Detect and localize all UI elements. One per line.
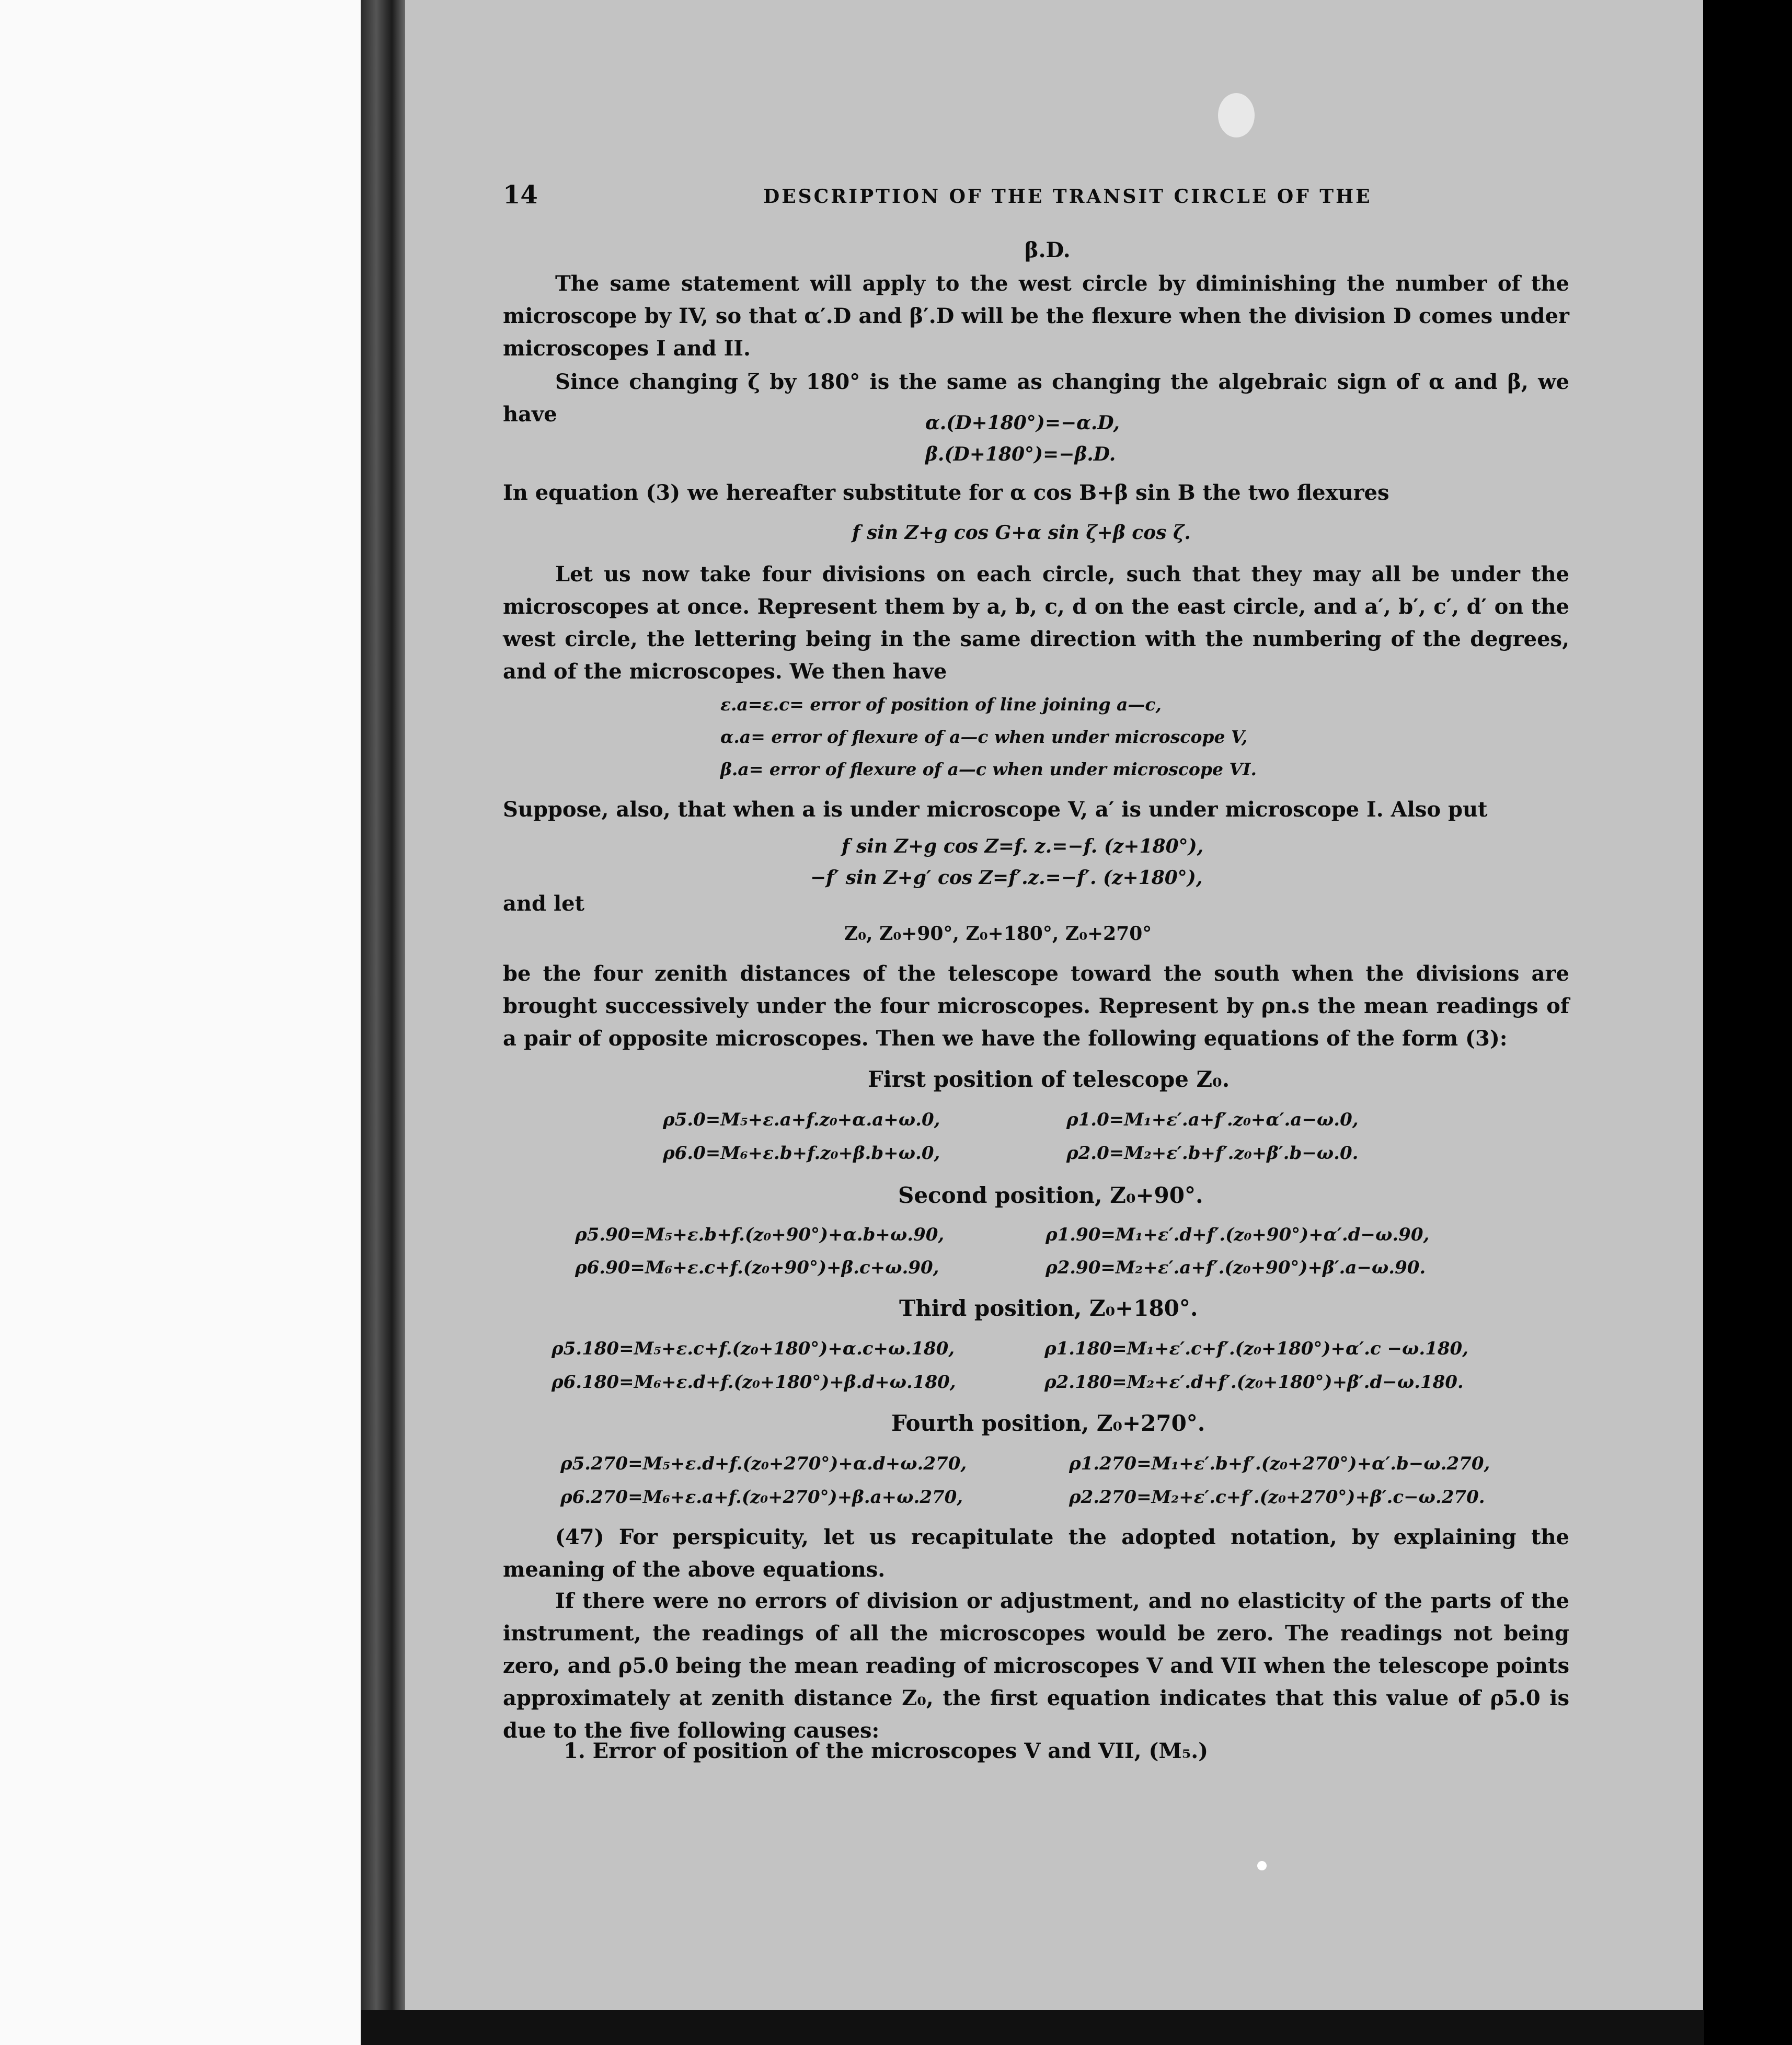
pos2-right-row2: ρ2.90=M₂+ε′.a+f′.(z₀+90°)+β′.a−ω.90.: [1046, 1257, 1426, 1278]
definition-beta: β.a= error of flexure of a—c when under microscope VI.: [720, 759, 1257, 779]
equation-alpha: α.(D+180°)=−α.D,: [925, 412, 1120, 434]
paragraph-equation-3: In equation (3) we hereafter substitute for α cos B+β sin B the two flexures: [503, 480, 1389, 505]
pos4-left-row1: ρ5.270=M₅+ε.d+f.(z₀+270°)+α.d+ω.270,: [560, 1453, 967, 1474]
pos3-right-row2: ρ2.180=M₂+ε′.d+f′.(z₀+180°)+β′.d−ω.180.: [1044, 1372, 1464, 1393]
paragraph-west-circle: The same statement will apply to the west circle by diminishing the number of the microscope by IV, so that α′.D and β′.D will be the flexure when the division D comes under microscopes I and II.: [503, 271, 1569, 361]
second-position-title: Second position, Z₀+90°.: [898, 1182, 1203, 1208]
paragraph-perspicuity: (47) For perspicuity, let us recapitulate the adopted notation, by explaining the meaning of the above equations.: [503, 1525, 1569, 1582]
pos4-left-row2: ρ6.270=M₆+ε.a+f.(z₀+270°)+β.a+ω.270,: [560, 1487, 963, 1508]
third-position-title: Third position, Z₀+180°.: [899, 1295, 1198, 1321]
equation-beta: β.(D+180°)=−β.D.: [925, 443, 1116, 465]
pos3-left-row2: ρ6.180=M₆+ε.d+f.(z₀+180°)+β.d+ω.180,: [552, 1372, 956, 1393]
pos1-left-row2: ρ6.0=M₆+ε.b+f.z₀+β.b+ω.0,: [663, 1143, 940, 1164]
beta-d-label: β.D.: [1025, 238, 1071, 262]
pos3-left-row1: ρ5.180=M₅+ε.c+f.(z₀+180°)+α.c+ω.180,: [552, 1338, 955, 1359]
pos2-left-row2: ρ6.90=M₆+ε.c+f.(z₀+90°)+β.c+ω.90,: [575, 1257, 939, 1278]
pos1-right-row1: ρ1.0=M₁+ε′.a+f′.z₀+α′.a−ω.0,: [1066, 1109, 1359, 1130]
pos4-right-row1: ρ1.270=M₁+ε′.b+f′.(z₀+270°)+α′.b−ω.270,: [1069, 1453, 1490, 1474]
paper-blemish: [1218, 93, 1255, 137]
list-item-1: 1. Error of position of the microscopes V and VII, (M₅.): [564, 1739, 1209, 1763]
page-number: 14: [503, 180, 538, 210]
pos1-left-row1: ρ5.0=M₅+ε.a+f.z₀+α.a+ω.0,: [663, 1109, 940, 1130]
first-position-title: First position of telescope Z₀.: [868, 1066, 1230, 1092]
definition-epsilon: ε.a=ε.c= error of position of line joining a—c,: [720, 694, 1162, 715]
zenith-distances: Z₀, Z₀+90°, Z₀+180°, Z₀+270°: [844, 923, 1152, 945]
scan-left-margin: [0, 0, 361, 2045]
pos3-right-row1: ρ1.180=M₁+ε′.c+f′.(z₀+180°)+α′.c −ω.180,: [1044, 1338, 1469, 1359]
and-let-label: and let: [503, 891, 585, 916]
equation-flexures: f sin Z+g cos G+α sin ζ+β cos ζ.: [852, 522, 1191, 544]
paragraph-changing-zeta: Since changing ζ by 180° is the same as changing the algebraic sign of α and β, we have: [503, 370, 1569, 427]
pos2-right-row1: ρ1.90=M₁+ε′.d+f′.(z₀+90°)+α′.d−ω.90,: [1046, 1224, 1430, 1245]
fourth-position-title: Fourth position, Z₀+270°.: [891, 1410, 1205, 1436]
running-head: DESCRIPTION OF THE TRANSIT CIRCLE OF THE: [763, 186, 1372, 208]
paper-blemish: [1257, 1861, 1267, 1870]
pos1-right-row2: ρ2.0=M₂+ε′.b+f′.z₀+β′.b−ω.0.: [1066, 1143, 1359, 1164]
pos4-right-row2: ρ2.270=M₂+ε′.c+f′.(z₀+270°)+β′.c−ω.270.: [1069, 1487, 1485, 1508]
paragraph-suppose: Suppose, also, that when a is under microscope V, a′ is under microscope I. Also put: [503, 797, 1488, 822]
scan-right-shadow: [1703, 0, 1792, 2045]
book-binding-edge: [361, 0, 405, 2045]
equation-f-prime: −f′ sin Z+g′ cos Z=f′.z.=−f′. (z+180°),: [810, 867, 1203, 889]
definition-alpha: α.a= error of flexure of a—c when under microscope V,: [720, 727, 1248, 747]
pos2-left-row1: ρ5.90=M₅+ε.b+f.(z₀+90°)+α.b+ω.90,: [575, 1224, 945, 1245]
scan-bottom-shadow: [361, 2010, 1704, 2045]
paragraph-zenith-distances: be the four zenith distances of the telescope toward the south when the divisions are brought successively under the four microscopes. Represent by ρn.s the mean readings of a pair of opposite microscopes. Then we have the following equations of the form (3):: [503, 961, 1569, 1051]
equation-f: f sin Z+g cos Z=f. z.=−f. (z+180°),: [842, 835, 1204, 857]
paragraph-four-divisions: Let us now take four divisions on each circle, such that they may all be under the microscopes at once. Represent them by a, b, c, d on the east circle, and a′, b′, c′, d′ on the west circle, the lettering being in the same direction with the numbering of the degrees, and of the microscopes. We then have: [503, 562, 1569, 684]
paragraph-no-errors: If there were no errors of division or adjustment, and no elasticity of the parts of the instrument, the readings of all the microscopes would be zero. The readings not being zero, and ρ5.0 being the mean reading of microscopes V and VII when the telescope points approximately at zenith distance Z₀, the first equation indicates that this value of ρ5.0 is due to the five following causes:: [503, 1589, 1569, 1743]
